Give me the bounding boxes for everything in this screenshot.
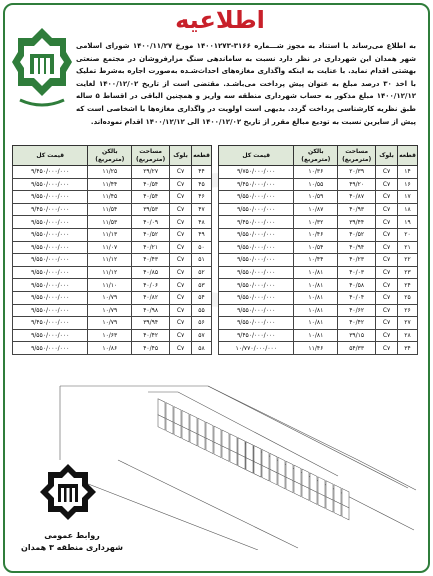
table-row	[219, 342, 418, 355]
cell-block: C۷	[376, 342, 398, 355]
cell-balcony: ۱۰/۴۶	[294, 228, 338, 241]
cell-lot: ۲۰	[398, 228, 418, 241]
cell-balcony: ۱۰/۸۱	[294, 279, 338, 292]
cell-lot: ۵۱	[192, 254, 212, 267]
cell-area: ۴۰/۰۶	[132, 279, 170, 292]
cell-area: ۴۰/۵۴	[132, 178, 170, 191]
cell-balcony: ۱۱/۲۵	[88, 166, 132, 179]
cell-area: ۴۰/۵۴	[132, 191, 170, 204]
cell-block: C۷	[376, 329, 398, 342]
municipality-logo	[12, 24, 72, 108]
cell-price: ۹/۵۵۰/۰۰۰/۰۰۰	[13, 228, 88, 241]
cell-area: ۳۹/۵۳	[132, 203, 170, 216]
cell-price: ۹/۵۵۰/۰۰۰/۰۰۰	[13, 254, 88, 267]
cell-area: ۵۴/۳۳	[338, 342, 376, 355]
header-block: بلوک	[376, 146, 398, 166]
table-row	[13, 291, 212, 304]
lots-table-left	[12, 145, 212, 355]
cell-lot: ۵۰	[192, 241, 212, 254]
cell-area: ۴۰/۸۵	[132, 266, 170, 279]
cell-block: C۷	[376, 317, 398, 330]
cell-area: ۳۹/۱۵	[338, 329, 376, 342]
cell-lot: ۲۴	[398, 279, 418, 292]
cell-lot: ۵۴	[192, 291, 212, 304]
cell-block: C۷	[170, 279, 192, 292]
table-row	[219, 216, 418, 229]
cell-area: ۴۰/۵۲	[338, 228, 376, 241]
cell-balcony: ۱۰/۳۲	[294, 216, 338, 229]
notice-title: اطلاعیه	[175, 6, 265, 34]
cell-lot: ۵۶	[192, 317, 212, 330]
header-price: قیمت کل	[219, 146, 294, 166]
cell-lot: ۵۷	[192, 329, 212, 342]
cell-area: ۴۰/۸۲	[132, 291, 170, 304]
table-row	[13, 342, 212, 355]
cell-balcony: ۱۰/۸۱	[294, 291, 338, 304]
cell-lot: ۴۴	[192, 166, 212, 179]
cell-balcony: ۱۰/۶۳	[88, 329, 132, 342]
cell-balcony: ۱۱/۴۴	[88, 178, 132, 191]
cell-block: C۷	[376, 291, 398, 304]
cell-price: ۹/۴۵۰/۰۰۰/۰۰۰	[219, 216, 294, 229]
cell-area: ۴۰/۵۸	[338, 279, 376, 292]
cell-lot: ۱۶	[398, 178, 418, 191]
cell-block: C۷	[376, 228, 398, 241]
cell-balcony: ۱۰/۵۴	[294, 241, 338, 254]
header-balcony: بالکن (مترمربع)	[88, 146, 132, 166]
cell-balcony: ۱۰/۴۴	[294, 254, 338, 267]
cell-area: ۴۰/۴۵	[132, 342, 170, 355]
table-row	[219, 241, 418, 254]
cell-lot: ۴۵	[192, 178, 212, 191]
cell-balcony: ۱۰/۳۶	[294, 166, 338, 179]
cell-balcony: ۱۰/۸۱	[294, 266, 338, 279]
table-row	[13, 317, 212, 330]
cell-price: ۹/۵۵۰/۰۰۰/۰۰۰	[219, 304, 294, 317]
header-lot: قطعه	[192, 146, 212, 166]
cell-lot: ۵۵	[192, 304, 212, 317]
cell-price: ۹/۵۵۰/۰۰۰/۰۰۰	[13, 342, 88, 355]
table-row	[219, 254, 418, 267]
cell-balcony: ۱۱/۵۳	[88, 216, 132, 229]
cell-block: C۷	[376, 203, 398, 216]
cell-block: C۷	[170, 228, 192, 241]
cell-area: ۴۰/۲۱	[132, 241, 170, 254]
cell-lot: ۴۸	[192, 216, 212, 229]
signature-line2: شهرداری منطقه ۳ همدان	[21, 543, 123, 552]
cell-lot: ۱۸	[398, 203, 418, 216]
cell-block: C۷	[376, 266, 398, 279]
table-row	[219, 203, 418, 216]
cell-lot: ۲۷	[398, 317, 418, 330]
cell-block: C۷	[170, 254, 192, 267]
cell-area: ۴۰/۹۴	[338, 241, 376, 254]
cell-balcony: ۱۰/۸۷	[294, 203, 338, 216]
cell-lot: ۱۷	[398, 191, 418, 204]
cell-price: ۹/۴۵۰/۰۰۰/۰۰۰	[13, 166, 88, 179]
table-row	[13, 304, 212, 317]
header-balcony: بالکن (مترمربع)	[294, 146, 338, 166]
header-area: مساحت (مترمربع)	[132, 146, 170, 166]
cell-price: ۹/۵۵۰/۰۰۰/۰۰۰	[219, 266, 294, 279]
cell-area: ۴۰/۰۳	[338, 266, 376, 279]
cell-price: ۹/۵۵۰/۰۰۰/۰۰۰	[219, 291, 294, 304]
cell-balcony: ۱۰/۸۱	[294, 304, 338, 317]
cell-price: ۹/۵۵۰/۰۰۰/۰۰۰	[13, 266, 88, 279]
table-row	[219, 304, 418, 317]
cell-block: C۷	[376, 241, 398, 254]
table-row	[219, 266, 418, 279]
cell-block: C۷	[170, 342, 192, 355]
cell-balcony: ۱۰/۵۹	[294, 191, 338, 204]
cell-area: ۴۰/۹۸	[132, 304, 170, 317]
cell-block: C۷	[170, 317, 192, 330]
cell-lot: ۱۴	[398, 166, 418, 179]
lots-table-right	[218, 145, 418, 355]
table-row	[13, 329, 212, 342]
cell-price: ۹/۴۵۰/۰۰۰/۰۰۰	[13, 317, 88, 330]
cell-price: ۹/۵۵۰/۰۰۰/۰۰۰	[13, 241, 88, 254]
cell-area: ۴۰/۹۳	[338, 203, 376, 216]
cell-block: C۷	[170, 178, 192, 191]
header-price: قیمت کل	[13, 146, 88, 166]
cell-balcony: ۱۰/۸۱	[294, 317, 338, 330]
cell-area: ۲۰/۳۹	[338, 166, 376, 179]
cell-lot: ۳۴	[398, 342, 418, 355]
cell-lot: ۴۹	[192, 228, 212, 241]
table-row	[219, 178, 418, 191]
table-row	[219, 279, 418, 292]
cell-lot: ۲۳	[398, 266, 418, 279]
cell-balcony: ۱۰/۷۹	[88, 304, 132, 317]
cell-price: ۹/۵۵۰/۰۰۰/۰۰۰	[219, 254, 294, 267]
cell-lot: ۵۳	[192, 279, 212, 292]
cell-block: C۷	[170, 166, 192, 179]
cell-block: C۷	[376, 304, 398, 317]
table-row	[13, 203, 212, 216]
cell-price: ۹/۵۵۰/۰۰۰/۰۰۰	[219, 279, 294, 292]
table-row	[13, 178, 212, 191]
cell-price: ۹/۵۵۰/۰۰۰/۰۰۰	[13, 279, 88, 292]
table-row	[219, 291, 418, 304]
cell-balcony: ۱۰/۷۹	[88, 317, 132, 330]
cell-price: ۹/۴۵۰/۰۰۰/۰۰۰	[219, 329, 294, 342]
cell-lot: ۵۸	[192, 342, 212, 355]
cell-area: ۳۹/۴۴	[338, 216, 376, 229]
signature-line1: روابط عمومی	[44, 531, 100, 540]
cell-block: C۷	[170, 291, 192, 304]
cell-area: ۳۹/۹۴	[132, 317, 170, 330]
cell-block: C۷	[170, 191, 192, 204]
cell-price: ۹/۷۵۰/۰۰۰/۰۰۰	[219, 166, 294, 179]
cell-block: C۷	[376, 279, 398, 292]
table-row	[219, 228, 418, 241]
cell-price: ۹/۵۵۰/۰۰۰/۰۰۰	[219, 203, 294, 216]
cell-balcony: ۱۱/۱۰	[88, 279, 132, 292]
cell-lot: ۴۶	[192, 191, 212, 204]
cell-balcony: ۱۰/۸۱	[294, 329, 338, 342]
table-header-row	[219, 146, 418, 166]
cell-block: C۷	[170, 304, 192, 317]
cell-balcony: ۱۱/۱۳	[88, 228, 132, 241]
cell-price: ۹/۵۵۰/۰۰۰/۰۰۰	[13, 216, 88, 229]
table-row	[13, 241, 212, 254]
cell-balcony: ۱۰/۵۵	[294, 178, 338, 191]
table-row	[219, 317, 418, 330]
cell-balcony: ۱۱/۴۵	[88, 191, 132, 204]
municipality-logo-bottom	[38, 462, 98, 526]
cell-area: ۴۰/۲۳	[338, 254, 376, 267]
cell-block: C۷	[376, 216, 398, 229]
cell-block: C۷	[170, 266, 192, 279]
cell-block: C۷	[376, 191, 398, 204]
cell-block: C۷	[376, 254, 398, 267]
table-row	[13, 254, 212, 267]
cell-balcony: ۱۱/۵۴	[88, 203, 132, 216]
table-row	[13, 166, 212, 179]
cell-price: ۹/۵۵۰/۰۰۰/۰۰۰	[13, 178, 88, 191]
cell-block: C۷	[170, 329, 192, 342]
cell-balcony: ۱۱/۱۲	[88, 266, 132, 279]
table-row	[219, 191, 418, 204]
table-header-row	[13, 146, 212, 166]
cell-price: ۹/۵۵۰/۰۰۰/۰۰۰	[219, 191, 294, 204]
cell-area: ۴۰/۶۲	[338, 304, 376, 317]
lots-tables	[12, 145, 418, 375]
cell-block: C۷	[170, 241, 192, 254]
table-row	[219, 166, 418, 179]
cell-lot: ۲۱	[398, 241, 418, 254]
table-row	[13, 228, 212, 241]
cell-area: ۴۰/۴۲	[132, 329, 170, 342]
cell-price: ۹/۵۵۰/۰۰۰/۰۰۰	[13, 304, 88, 317]
cell-lot: ۲۲	[398, 254, 418, 267]
cell-price: ۹/۵۵۰/۰۰۰/۰۰۰	[219, 317, 294, 330]
cell-price: ۹/۵۵۰/۰۰۰/۰۰۰	[219, 241, 294, 254]
cell-balcony: ۱۱/۱۲	[88, 254, 132, 267]
cell-area: ۴۰/۴۳	[132, 254, 170, 267]
header-block: بلوک	[170, 146, 192, 166]
table-row	[219, 329, 418, 342]
cell-lot: ۲۵	[398, 291, 418, 304]
signature	[12, 530, 132, 554]
cell-area: ۲۹/۲۷	[132, 166, 170, 179]
cell-balcony: ۱۰/۸۶	[88, 342, 132, 355]
cell-area: ۴۰/۵۲	[132, 228, 170, 241]
table-row	[13, 216, 212, 229]
cell-lot: ۲۸	[398, 329, 418, 342]
notice-body: به اطلاع می‌رساند با استناد به مجوز شـــماره ۳۱۶۶-۱۴۰۰۱۲۷۳ مورخ ۱۴۰۰/۱۱/۲۷ شورای اسلامی شهر همدان این شهرداری در نظر دارد نسبت به ساماندهی سنگ مزارفروشان در مجتمع صنعتی بهشتی اقدام نماید. با عنایت به اینکه واگذاری مغازه‌های احداث‌شـده به‌صورت اجاره به‌شرط تملیک با اخذ ۳۰ درصد مبلغ به عنوان پیش پرداخت می‌باشـد. مقتضی است از تاریخ ۱۴۰۰/۱۲/۰۲ لغایت ۱۴۰۰/۱۲/۱۲ مبلغ مذکور به حساب شهرداری منطقه سه واریز و همچنین الباقی در اقساط ۵ ساله طبق نظریه کارشناسی پرداخت گردد. بدیهی است اولویت در واگذاری مغازه‌ها با اشخاصی است که پیش از سایرین نسبت به تودیع مبالغ مقرر از تاریخ ۱۴۰۰/۱۲/۰۲ الی ۱۴۰۰/۱۲/۱۲ اقدام نموده‌اند.	[76, 42, 417, 126]
cell-lot: ۲۶	[398, 304, 418, 317]
cell-area: ۴۰/۰۹	[132, 216, 170, 229]
cell-area: ۴۰/۰۴	[338, 291, 376, 304]
cell-lot: ۵۲	[192, 266, 212, 279]
cell-price: ۱۰/۷۷۰/۰۰۰/۰۰۰	[219, 342, 294, 355]
cell-block: C۷	[376, 178, 398, 191]
cell-price: ۹/۵۵۰/۰۰۰/۰۰۰	[13, 291, 88, 304]
cell-price: ۹/۵۵۰/۰۰۰/۰۰۰	[13, 329, 88, 342]
cell-area: ۴۹/۲۰	[338, 178, 376, 191]
cell-lot: ۱۹	[398, 216, 418, 229]
cell-price: ۹/۴۵۰/۰۰۰/۰۰۰	[219, 178, 294, 191]
cell-balcony: ۱۱/۴۶	[294, 342, 338, 355]
table-row	[13, 266, 212, 279]
table-row	[13, 279, 212, 292]
cell-lot: ۴۷	[192, 203, 212, 216]
cell-block: C۷	[376, 166, 398, 179]
site-plan	[58, 380, 418, 550]
cell-price: ۹/۵۵۰/۰۰۰/۰۰۰	[219, 228, 294, 241]
cell-block: C۷	[170, 203, 192, 216]
cell-price: ۹/۵۵۰/۰۰۰/۰۰۰	[13, 191, 88, 204]
cell-balcony: ۱۰/۷۹	[88, 291, 132, 304]
cell-price: ۹/۴۵۰/۰۰۰/۰۰۰	[13, 203, 88, 216]
header-lot: قطعه	[398, 146, 418, 166]
table-row	[13, 191, 212, 204]
header-area: مساحت (مترمربع)	[338, 146, 376, 166]
cell-area: ۴۰/۴۲	[338, 317, 376, 330]
cell-area: ۴۰/۸۷	[338, 191, 376, 204]
cell-balcony: ۱۱/۰۷	[88, 241, 132, 254]
cell-block: C۷	[170, 216, 192, 229]
